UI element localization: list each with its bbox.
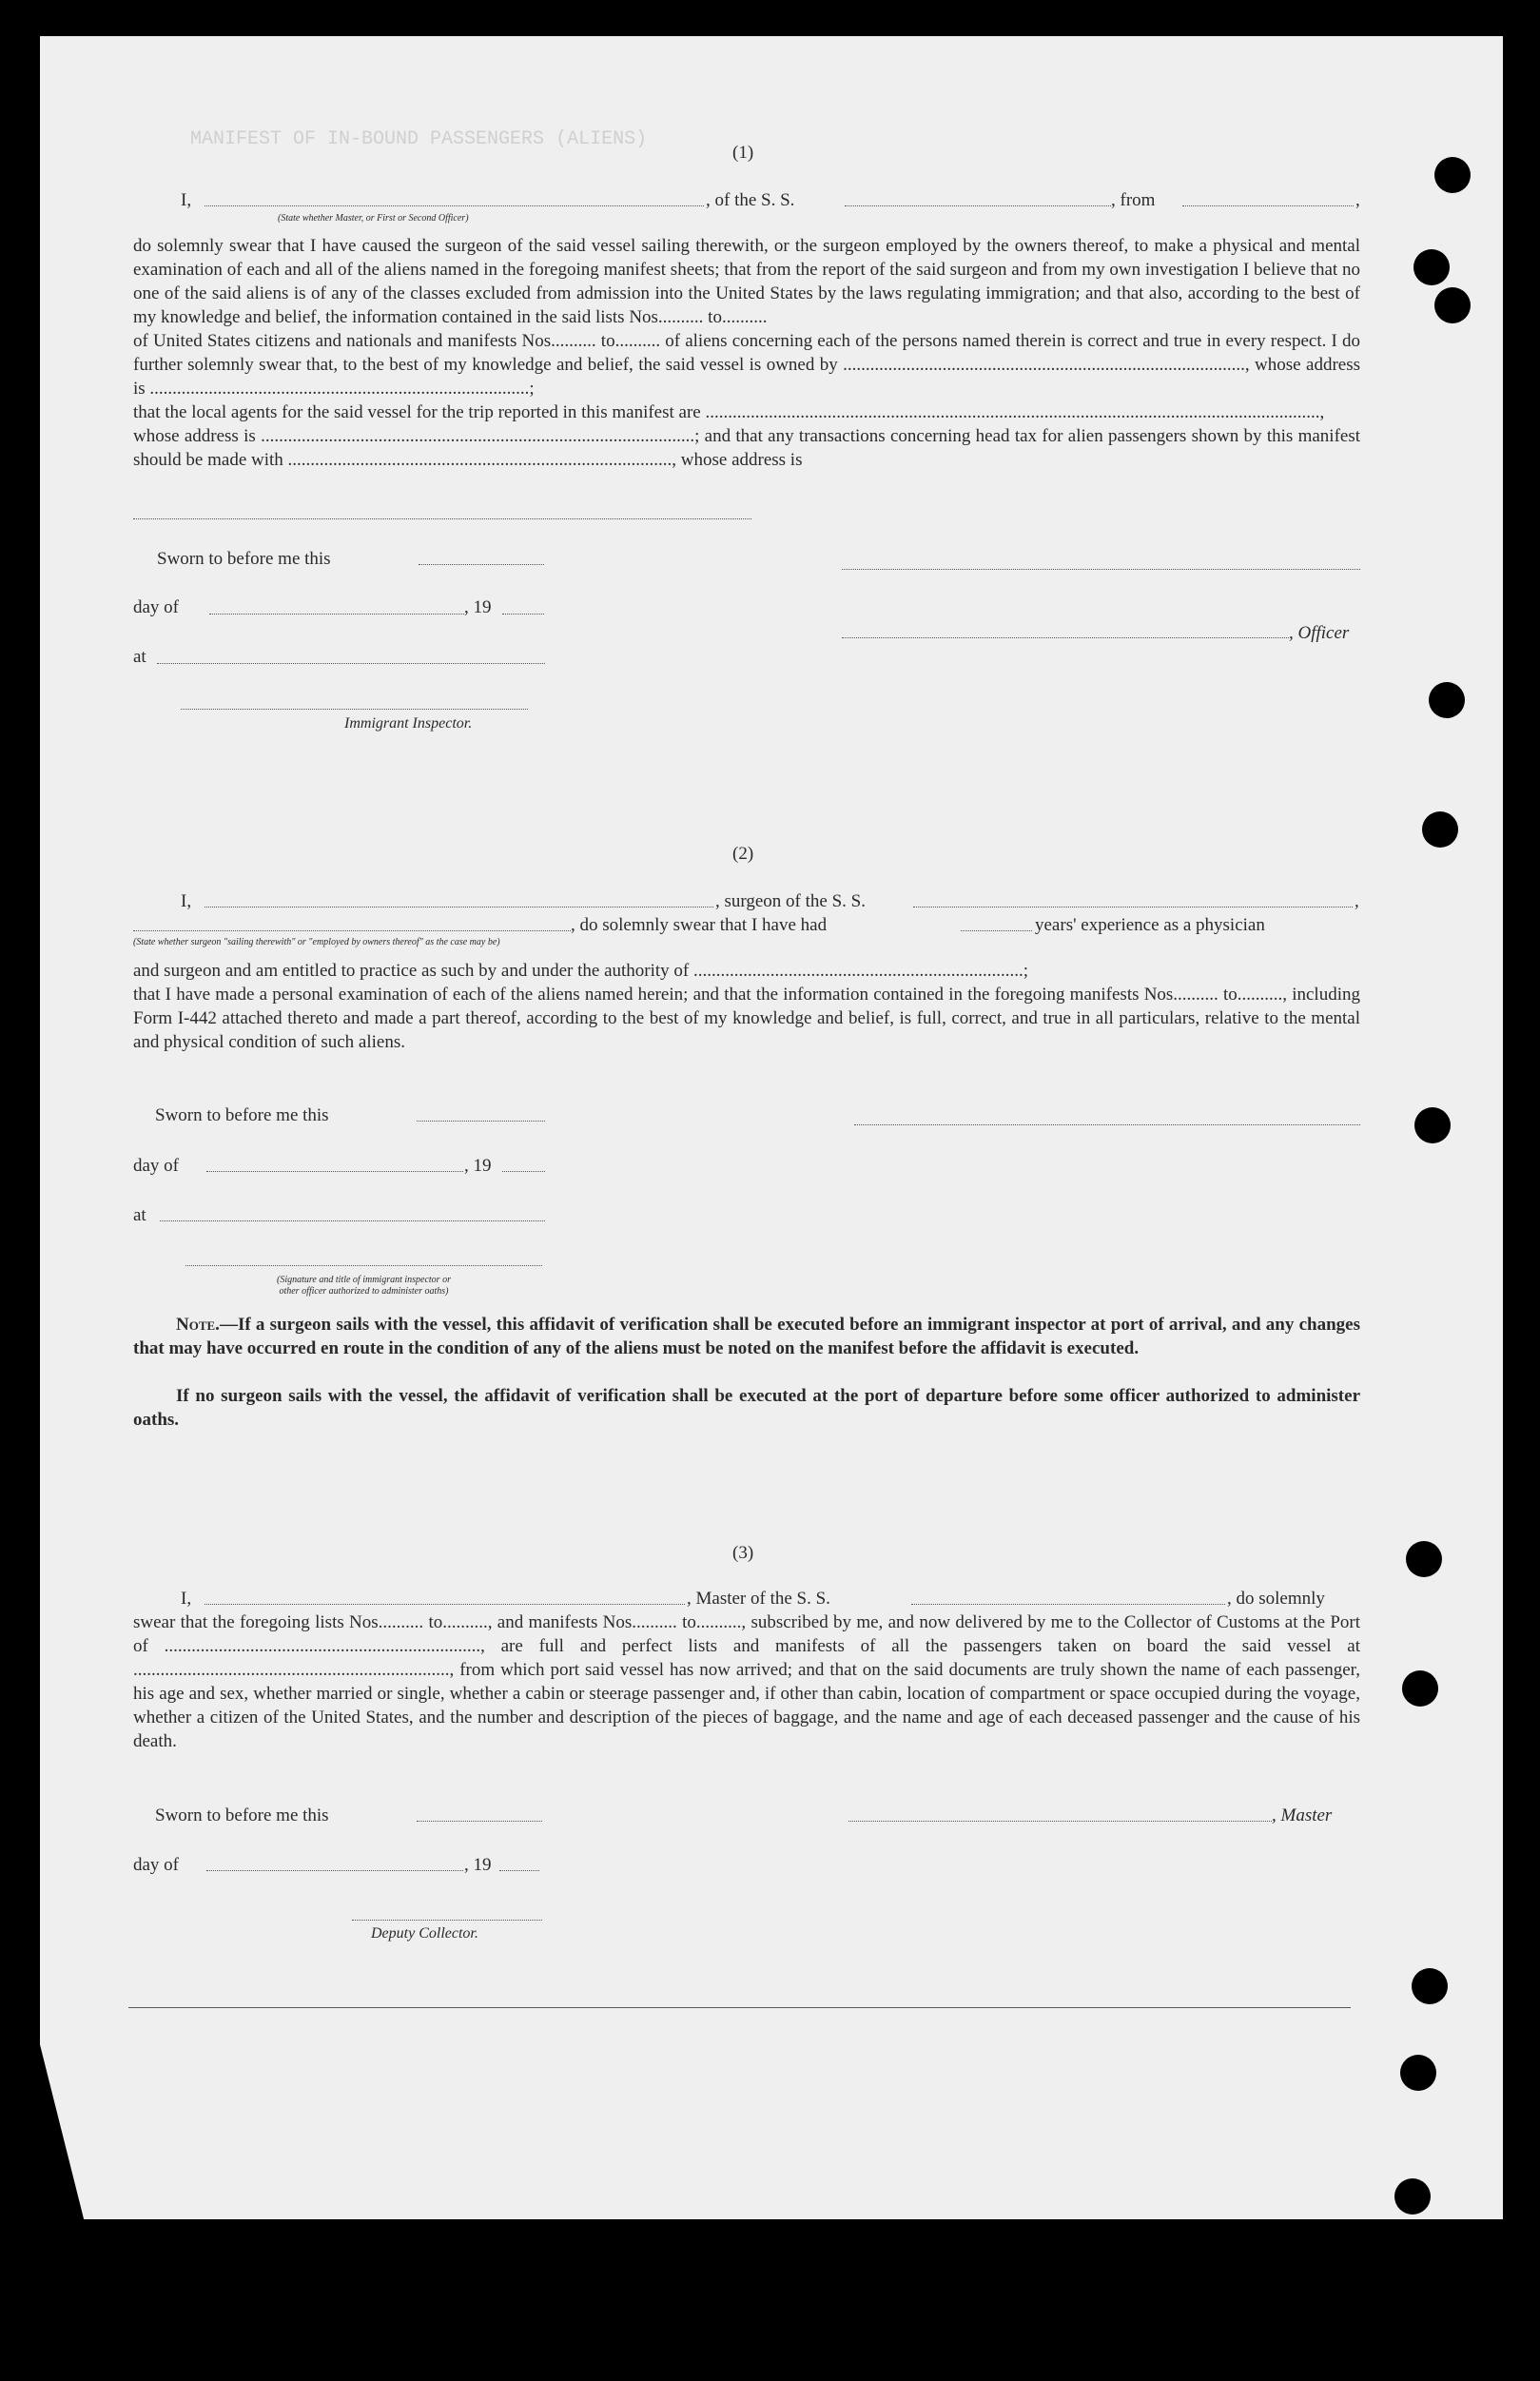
declarant-label: I, [181, 891, 192, 911]
years-field[interactable] [961, 930, 1032, 931]
master-name-field[interactable] [205, 1604, 685, 1605]
punch-hole [1394, 2178, 1431, 2215]
name-field[interactable] [205, 205, 704, 206]
punch-hole [1402, 1670, 1438, 1707]
years-label: years' experience as a physician [1035, 915, 1265, 935]
punch-hole [1429, 682, 1465, 718]
sworn-date-field[interactable] [419, 564, 544, 565]
note-paragraph [133, 1313, 1360, 1360]
day-field[interactable] [209, 614, 464, 615]
day-field[interactable] [206, 1870, 463, 1871]
at-field[interactable] [157, 663, 545, 664]
note-text-1: —If a surgeon sails with the vessel, this affidavit of verification shall be executed before an immigrant inspector at port of arrival, and any changes that may have occurred en route in the condition of any of the aliens must be noted on the manifest before the affidavit is executed. [133, 1315, 1360, 1358]
punch-hole [1434, 157, 1471, 193]
punctuation: , [1355, 891, 1359, 911]
signature-caption-2: other officer authorized to administer oaths) [279, 1286, 449, 1297]
day-label: day of [133, 597, 180, 617]
punch-hole [1412, 1968, 1448, 2004]
year-label: , 19 [464, 1855, 492, 1875]
at-label: at [133, 1205, 146, 1225]
vessel-field[interactable] [911, 1604, 1225, 1605]
year-label: , 19 [464, 1156, 492, 1176]
year-field[interactable] [502, 614, 544, 615]
affidavit-text-1: do solemnly swear that I have caused the surgeon of the said vessel sailing therewith, or the surgeon employed by the owners thereof, to make a physical and mental examination of each and all of the aliens named in the foregoing manifest sheets; that from the report of the said surgeon and from my own investigation I believe that no one of the said aliens is of any of the classes excluded from admission into the United States by the laws regulating immigration; and that also, according to the best of my knowledge and belief, the information contained in the said lists Nos.......... to.......... of United States citizens and nationals and manifests Nos.......... to.......... of aliens concerning each of the persons named therein is correct and true in every respect. I do further solemnly swear that, to the best of my knowledge and belief, the said vessel is owned by ........................................................................................., whose address is ....................................................................................; that the local agents for the said vessel for the trip reported in this manifest are ........................................................................................................................................, whose address is ................................................................................................; and that any transactions concerning head tax for alien passengers shown by this manifest should be made with ....................................................................................., whose address is [133, 236, 1360, 470]
vessel-field[interactable] [845, 205, 1111, 206]
solemnly-label: , do solemnly swear that I have had [571, 915, 828, 935]
sworn-label: Sworn to before me this [157, 549, 331, 569]
from-field[interactable] [1182, 205, 1354, 206]
solemnly-label: , do solemnly [1227, 1589, 1325, 1609]
section-number: (2) [732, 844, 754, 864]
inspector-signature-field[interactable] [185, 1265, 542, 1266]
surgeon-status-field[interactable] [133, 930, 571, 931]
master-caption: (State whether Master, or First or Second Officer) [278, 213, 469, 224]
officer-signature-field[interactable] [842, 569, 1360, 570]
punch-hole [1413, 249, 1450, 285]
officer-title-field[interactable] [842, 637, 1289, 638]
deputy-caption: Deputy Collector. [371, 1925, 478, 1942]
inspector-caption: Immigrant Inspector. [344, 715, 473, 732]
day-label: day of [133, 1156, 180, 1176]
from-label: , from [1111, 190, 1156, 210]
master-label: , Master of the S. S. [687, 1589, 830, 1609]
surgeon-name-field[interactable] [205, 907, 713, 908]
surgeon-label: , surgeon of the S. S. [715, 891, 866, 911]
section-number: (1) [732, 143, 754, 163]
punctuation: , [1355, 190, 1360, 210]
bleed-through: MANIFEST OF IN-BOUND PASSENGERS (ALIENS) [190, 128, 648, 150]
punch-hole [1400, 2055, 1436, 2091]
inspector-signature-field[interactable] [181, 709, 528, 710]
sworn-label: Sworn to before me this [155, 1805, 329, 1825]
punch-hole [1406, 1541, 1442, 1577]
signature-caption-1: (Signature and title of immigrant inspector or [277, 1275, 451, 1285]
sworn-date-field[interactable] [417, 1821, 542, 1822]
master-signature-field[interactable] [848, 1821, 1272, 1822]
affidavit-text-2: and surgeon and am entitled to practice as such by and under the authority of .........................................................................; that I have made a personal examination of each of the aliens named herein; and that the information contained in the foregoing manifests Nos.......... to.........., including Form I-442 attached thereto and made a part thereof, according to the best of my knowledge and belief, is full, correct, and true in all particulars, relative to the mental and physical condition of such aliens. [133, 961, 1360, 1052]
punch-hole [1434, 287, 1471, 323]
address-field[interactable] [133, 518, 751, 519]
affidavit-text-3: swear that the foregoing lists Nos.......... to.........., and manifests Nos.......... to.........., subscribed by me, and now delivered by me to the Collector of Customs at the Port of ......................................................................, are full and perfect lists and manifests of all the passengers taken on board the said vessel at ......................................................................, from which port said vessel has now arrived; and that on the said documents are truly shown the name of each passenger, his age and sex, whether married or single, whether a cabin or steerage passenger and, if other than cabin, location of compartment or space occupied during the voyage, whether a citizen of the United States, and the number and description of the pieces of baggage, and the name and age of each deceased passenger and the cause of his death. [133, 1612, 1360, 1751]
year-field[interactable] [499, 1870, 539, 1871]
section-number: (3) [732, 1543, 754, 1563]
day-label: day of [133, 1855, 180, 1875]
day-field[interactable] [206, 1171, 463, 1172]
declarant-label: I, [181, 190, 192, 210]
punch-hole [1414, 1107, 1451, 1143]
master-signature-label: , Master [1272, 1805, 1333, 1825]
sworn-date-field[interactable] [417, 1121, 545, 1122]
deputy-signature-field[interactable] [352, 1920, 542, 1921]
surgeon-signature-field[interactable] [854, 1124, 1360, 1125]
punch-hole [1422, 811, 1458, 848]
year-label: , 19 [464, 597, 492, 617]
vessel-field[interactable] [913, 907, 1353, 908]
officer-label: , Officer [1289, 623, 1350, 643]
year-field[interactable] [502, 1171, 545, 1172]
declarant-label: I, [181, 1589, 192, 1609]
at-field[interactable] [160, 1220, 545, 1221]
note-label: Note. [176, 1315, 220, 1335]
bottom-rule [128, 2007, 1351, 2008]
note-text-2: If no surgeon sails with the vessel, the affidavit of verification shall be executed at the port of departure before some officer authorized to administer oaths. [133, 1386, 1360, 1430]
sworn-label: Sworn to before me this [155, 1105, 329, 1125]
at-label: at [133, 647, 146, 667]
surgeon-caption: (State whether surgeon "sailing therewith" or "employed by owners thereof" as the case may be) [133, 937, 500, 947]
vessel-label: , of the S. S. [706, 190, 795, 210]
